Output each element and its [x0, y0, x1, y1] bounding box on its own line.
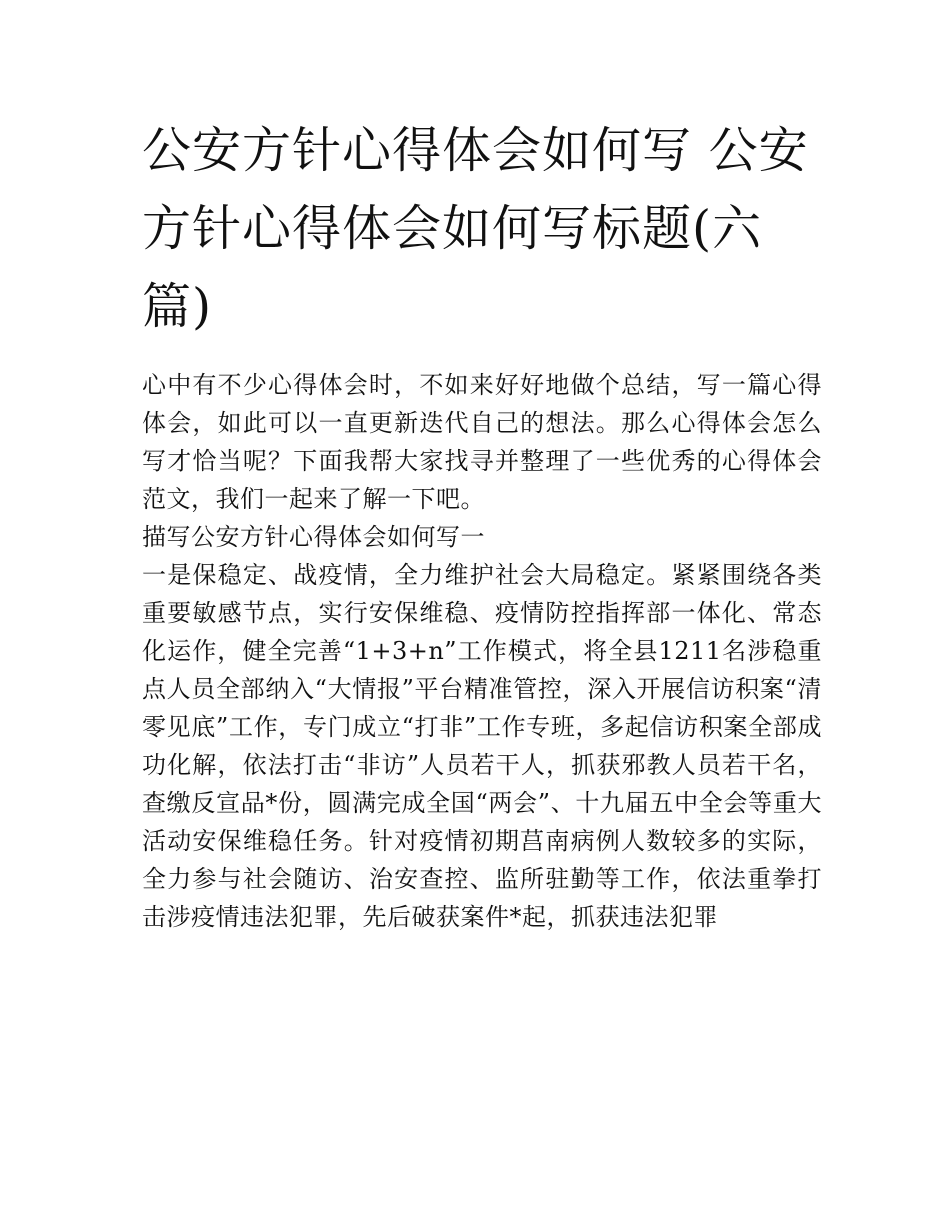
body-paragraph: 一是保稳定、战疫情，全力维护社会大局稳定。紧紧围绕各类重要敏感节点，实行安保维稳、疫情防控指挥部一体化、常态化运作，健全完善“1+3+n”工作模式，将全县1211名涉稳重点人员全部纳入“大情报”平台精准管控，深入开展信访积案“清零见底”工作，专门成立“打非”工作专班，多起信访积案全部成功化解，依法打击“非访”人员若干人，抓获邪教人员若干名，查缴反宣品*份，圆满完成全国“两会”、十九届五中全会等重大活动安保维稳任务。针对疫情初期莒南病例人数较多的实际，全力参与社会随访、治安查控、监所驻勤等工作，依法重拳打击涉疫情违法犯罪，先后破获案件*起，抓获违法犯罪 — [142, 561, 822, 931]
section-heading: 描写公安方针心得体会如何写一 — [142, 523, 485, 551]
document-title: 公安方针心得体会如何写 公安方针心得体会如何写标题(六篇) — [142, 122, 809, 335]
document-page — [142, 112, 822, 936]
intro-paragraph: 心中有不少心得体会时，不如来好好地做个总结，写一篇心得体会，如此可以一直更新迭代自己的想法。那么心得体会怎么写才恰当呢？下面我帮大家找寻并整理了一些优秀的心得体会范文，我们一起来了解一下吧。 — [142, 371, 822, 513]
